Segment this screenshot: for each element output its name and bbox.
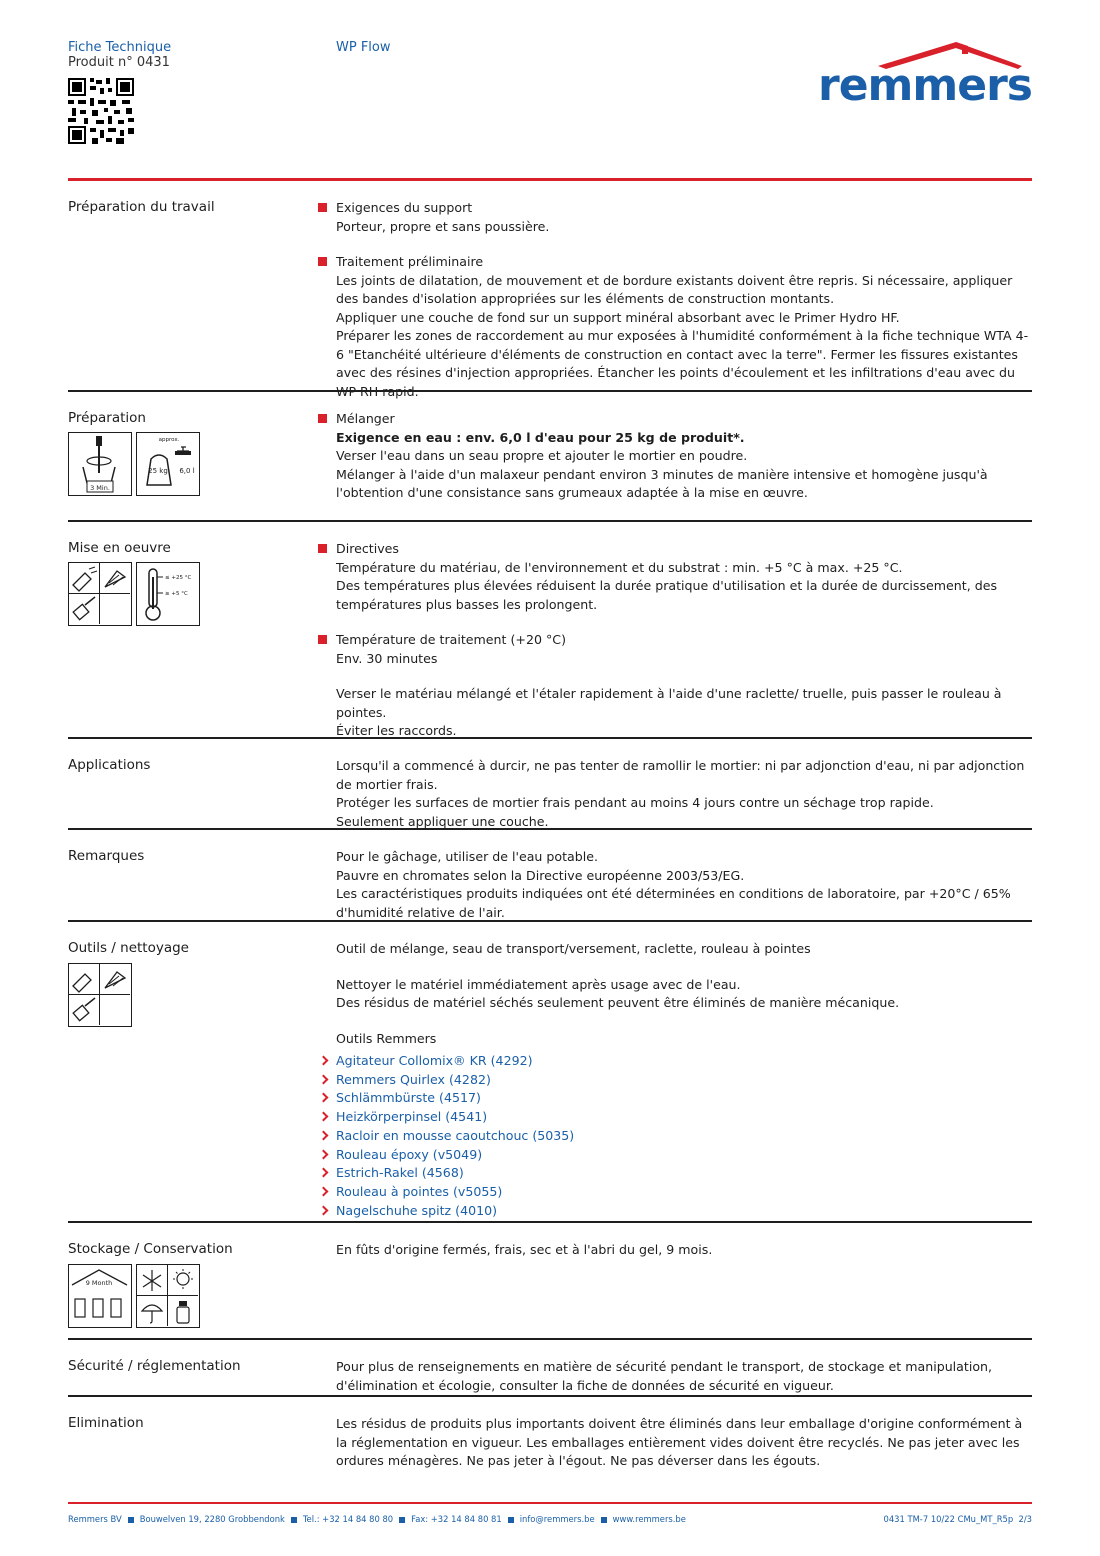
section-body — [336, 1358, 1032, 1395]
section-title: Outils / nettoyage — [68, 940, 189, 956]
footer-contact — [68, 1514, 686, 1524]
bullet-heading: Mélanger — [336, 411, 395, 426]
section-title: Remarques — [68, 848, 145, 864]
red-bullet-icon — [318, 544, 327, 553]
red-bullet-icon — [318, 257, 327, 266]
section-title: Applications — [68, 757, 151, 773]
water-picto — [136, 432, 200, 496]
bullet-item — [336, 199, 1032, 236]
water-bag-icon — [137, 433, 198, 494]
section-mise-en-oeuvre — [68, 522, 1032, 739]
section-securite — [68, 1340, 1032, 1397]
trowel-roller-icon — [69, 964, 130, 1025]
mixer-icon — [69, 433, 130, 494]
mix-time-label: 3 Min. — [90, 484, 110, 492]
qr-code-icon — [68, 78, 134, 144]
tools-picto — [68, 963, 132, 1027]
section-body — [336, 1415, 1032, 1471]
bullet-heading: Exigences du support — [336, 200, 473, 215]
section-body — [336, 199, 1032, 418]
section-title: Préparation du travail — [68, 199, 215, 215]
approx-label: approx. — [158, 437, 180, 443]
text-line: Les caractéristiques produits indiquées ont été déterminées en conditions de laboratoire, par +20°C / 65% d'humidité relative de l'air. — [336, 886, 1011, 920]
section-body — [336, 1241, 1032, 1260]
section-title: Elimination — [68, 1415, 144, 1431]
footer-address: Bouwelven 19, 2280 Grobbendonk — [139, 1514, 285, 1524]
section-elimination — [68, 1397, 1032, 1477]
text-line: Des résidus de matériel séchés seulement peuvent être éliminés de manière mécanique. — [336, 995, 900, 1010]
text-line: Pour le gâchage, utiliser de l'eau potable. — [336, 849, 599, 864]
tool-link[interactable]: Remmers Quirlex (4282) — [336, 1071, 1032, 1090]
section-body — [336, 940, 1032, 1220]
tool-link[interactable]: Rouleau à pointes (v5055) — [336, 1183, 1032, 1202]
text-line: Lorsqu'il a commencé à durcir, ne pas tenter de ramollir le mortier: ni par adjonction d'eau, ni par adjonction de mortier frais. — [336, 758, 1025, 792]
remmers-logo — [818, 40, 1030, 110]
text-line: Des températures plus élevées réduisent la durée pratique d'utilisation et la durée de durcissement, des températures plus basses les prolongent. — [336, 578, 998, 612]
section-remarques — [68, 830, 1032, 922]
square-bullet-icon — [399, 1517, 405, 1523]
text-line: Préparer les zones de raccordement au mur exposées à l'humidité conformément à la fiche technique WTA 4-6 "Etanchéité ultérieure d'éléments de construction en contact avec la terre". Fermer les fissures existantes avec des résines d'injection appropriées. Étancher les points d'écoulement et les infiltrations d'eau avec du WP RH rapid. — [336, 328, 1029, 399]
frost-umbrella-icon — [137, 1265, 198, 1326]
text-line: Les joints de dilatation, de mouvement et de bordure existants doivent être repris. Si nécessaire, appliquer des bandes d'isolation appropriées sur les éléments de construction montants. — [336, 272, 1013, 306]
tools-picto — [68, 562, 132, 626]
text-line: Éviter les raccords. — [336, 723, 457, 738]
bullet-item — [336, 253, 1032, 401]
text-line: Pour plus de renseignements en matière de sécurité pendant le transport, de stockage et manipulation, d'élimination et écologie, consulter la fiche de données de sécurité en vigueur. — [336, 1359, 993, 1393]
section-title: Sécurité / réglementation — [68, 1358, 241, 1374]
storage-duration-label: 9 Month — [85, 1279, 113, 1287]
footer-fax: Fax: +32 14 84 80 81 — [411, 1514, 502, 1524]
bullet-item — [336, 631, 1032, 668]
bullet-heading: Directives — [336, 541, 399, 556]
warehouse-icon — [69, 1265, 130, 1326]
red-bullet-icon — [318, 635, 327, 644]
tool-link[interactable]: Estrich-Rakel (4568) — [336, 1164, 1032, 1183]
section-stockage — [68, 1223, 1032, 1340]
text-line: Outil de mélange, seau de transport/versement, raclette, rouleau à pointes — [336, 941, 811, 956]
text-line: Verser le matériau mélangé et l'étaler rapidement à l'aide d'une raclette/ truelle, puis passer le rouleau à pointes. — [336, 686, 1002, 720]
bag-weight-label: 25 kg — [148, 467, 168, 475]
frost-dry-picto — [136, 1264, 200, 1328]
footer-web-link[interactable]: www.remmers.be — [612, 1514, 686, 1524]
tool-link[interactable]: Racloir en mousse caoutchouc (5035) — [336, 1127, 1032, 1146]
section-applications — [68, 739, 1032, 830]
water-volume-label: 6,0 l — [179, 467, 195, 475]
text-line: En fûts d'origine fermés, frais, sec et à l'abri du gel, 9 mois. — [336, 1242, 713, 1257]
footer-ref — [883, 1514, 1032, 1524]
red-bullet-icon — [318, 203, 327, 212]
section-body — [336, 410, 1032, 520]
square-bullet-icon — [291, 1517, 297, 1523]
tools-list — [336, 1052, 1032, 1220]
storage-picto — [68, 1264, 132, 1328]
tool-link[interactable]: Heizkörperpinsel (4541) — [336, 1108, 1032, 1127]
text-line: Porteur, propre et sans poussière. — [336, 218, 550, 234]
text-line: Protéger les surfaces de mortier frais pendant au moins 4 jours contre un séchage trop rapide. — [336, 795, 934, 810]
section-title: Mise en oeuvre — [68, 540, 171, 556]
text-line: Mélanger à l'aide d'un malaxeur pendant environ 3 minutes de manière intensive et homogène jusqu'à l'obtention d'une consistance sans grumeaux adaptée à la mise en œuvre. — [336, 466, 988, 500]
section-body — [336, 757, 1032, 831]
text-line: Appliquer une couche de fond sur un support minéral absorbant avec le Primer Hydro HF. — [336, 309, 900, 325]
red-bullet-icon — [318, 414, 327, 423]
max-temp-label: ≤ +25 °C — [165, 575, 192, 581]
doc-type: Fiche Technique — [68, 40, 172, 55]
footer-divider — [68, 1502, 1032, 1504]
trowel-roller-icon — [69, 563, 130, 624]
product-name: WP Flow — [336, 40, 391, 55]
footer-tel: Tel.: +32 14 84 80 80 — [302, 1514, 394, 1524]
footer-company: Remmers BV — [68, 1514, 122, 1524]
footer-email-link[interactable]: info@remmers.be — [519, 1514, 595, 1524]
text-line: Pauvre en chromates selon la Directive européenne 2003/53/EG. — [336, 867, 745, 883]
tool-link[interactable]: Schlämmbürste (4517) — [336, 1089, 1032, 1108]
mixer-picto — [68, 432, 132, 496]
section-preparation-travail — [68, 181, 1032, 399]
text-line: Les résidus de produits plus importants doivent être éliminés dans leur emballage d'origine conformément à la réglementation en vigueur. Les emballages entièrement vides doivent être recyclés. Ne pas jeter avec les ordures ménagères. Ne pas jeter à l'égout. Ne pas déverser dans les égouts. — [336, 1416, 1023, 1468]
bullet-item — [336, 410, 1032, 503]
temperature-picto — [136, 562, 200, 626]
square-bullet-icon — [128, 1517, 134, 1523]
section-title: Préparation — [68, 410, 146, 426]
thermometer-icon — [137, 563, 198, 624]
text-line: Verser l'eau dans un seau propre et ajouter le mortier en poudre. — [336, 448, 748, 463]
header-doc-info — [68, 40, 171, 70]
section-title: Stockage / Conservation — [68, 1241, 233, 1257]
section-outils — [68, 922, 1032, 1223]
bullet-item — [336, 540, 1032, 614]
section-body — [336, 540, 1032, 741]
section-body — [336, 848, 1032, 922]
text-line: Seulement appliquer une couche. — [336, 813, 549, 829]
tool-link[interactable]: Nagelschuhe spitz (4010) — [336, 1202, 1032, 1221]
text-line: Nettoyer le matériel immédiatement après usage avec de l'eau. — [336, 976, 741, 992]
tool-link[interactable]: Rouleau époxy (v5049) — [336, 1146, 1032, 1165]
page-number: 2/3 — [1018, 1514, 1032, 1524]
product-number: Produit n° 0431 — [68, 55, 170, 70]
square-bullet-icon — [601, 1517, 607, 1523]
section-preparation — [68, 392, 1032, 522]
bullet-heading: Température de traitement (+20 °C) — [336, 632, 566, 647]
text-line: Env. 30 minutes — [336, 650, 438, 666]
min-temp-label: ≥ +5 °C — [165, 591, 188, 597]
tools-heading: Outils Remmers — [336, 1030, 437, 1046]
tool-link[interactable]: Agitateur Collomix® KR (4292) — [336, 1052, 1032, 1071]
water-requirement: Exigence en eau : env. 6,0 l d'eau pour 25 kg de produit*. — [336, 429, 745, 445]
square-bullet-icon — [508, 1517, 514, 1523]
text-line: Température du matériau, de l'environnement et du substrat : min. +5 °C à max. +25 °C. — [336, 559, 903, 575]
bullet-heading: Traitement préliminaire — [336, 254, 484, 269]
logo-wordmark: remmers — [818, 60, 1032, 111]
doc-reference: 0431 TM-7 10/22 CMu_MT_R5p — [883, 1514, 1014, 1524]
